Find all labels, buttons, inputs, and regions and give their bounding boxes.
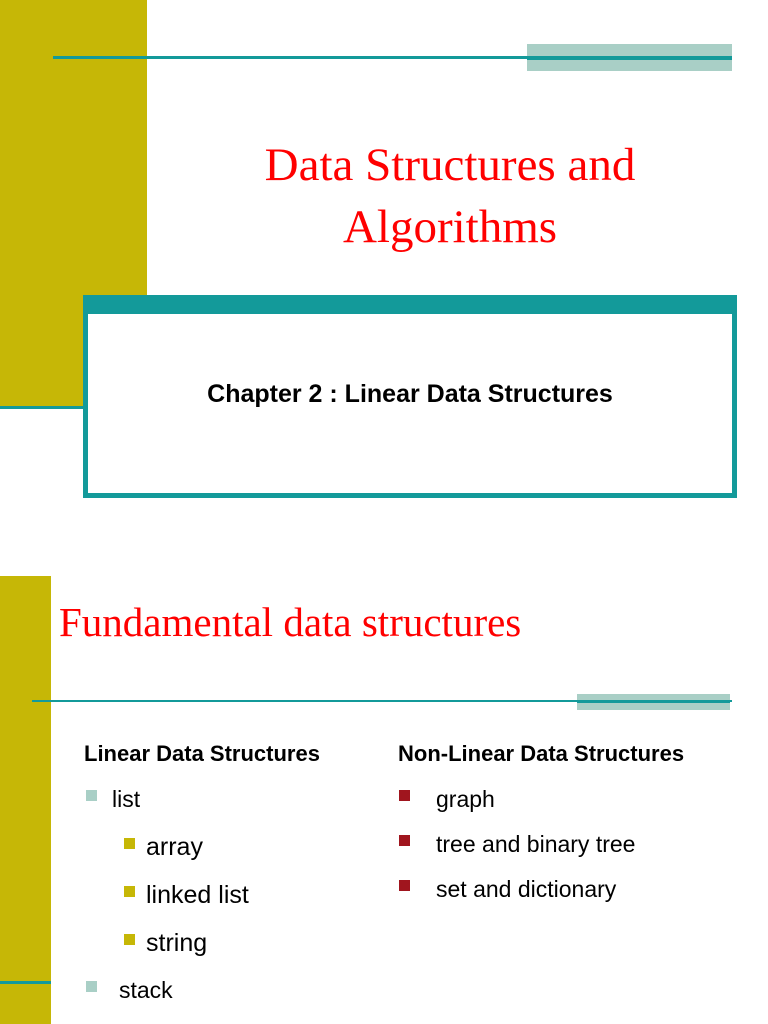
- square-bullet-icon: [124, 886, 135, 897]
- slide-title-line2: Algorithms: [342, 201, 558, 253]
- content-slide: [0, 576, 768, 1024]
- list-item: stack: [119, 977, 173, 1003]
- list-item: list: [112, 786, 141, 812]
- list-item: graph: [436, 786, 495, 812]
- slide-title-line1: Data Structures and: [264, 139, 636, 191]
- chapter-subtitle: Chapter 2 : Linear Data Structures: [207, 380, 613, 408]
- list-item: string: [146, 929, 208, 957]
- slide-title: [200, 134, 700, 258]
- accent-underline: [0, 406, 85, 409]
- square-bullet-icon: [86, 981, 97, 992]
- list-item: tree and binary tree: [436, 831, 636, 857]
- linear-heading: Linear Data Structures: [84, 741, 320, 766]
- square-bullet-icon: [399, 880, 410, 891]
- chapter-box: [83, 295, 737, 498]
- list-item: set and dictionary: [436, 876, 617, 902]
- nonlinear-heading: Non-Linear Data Structures: [398, 741, 685, 766]
- left-accent-bar: [0, 576, 51, 1024]
- slide-title: Fundamental data structures: [59, 599, 522, 645]
- header-decoration-line: [577, 700, 730, 703]
- accent-underline: [0, 981, 51, 984]
- list-item: linked list: [146, 881, 249, 909]
- list-item: array: [146, 833, 203, 861]
- square-bullet-icon: [124, 838, 135, 849]
- square-bullet-icon: [124, 934, 135, 945]
- square-bullet-icon: [399, 835, 410, 846]
- square-bullet-icon: [86, 790, 97, 801]
- square-bullet-icon: [399, 790, 410, 801]
- header-decoration-line: [527, 56, 732, 60]
